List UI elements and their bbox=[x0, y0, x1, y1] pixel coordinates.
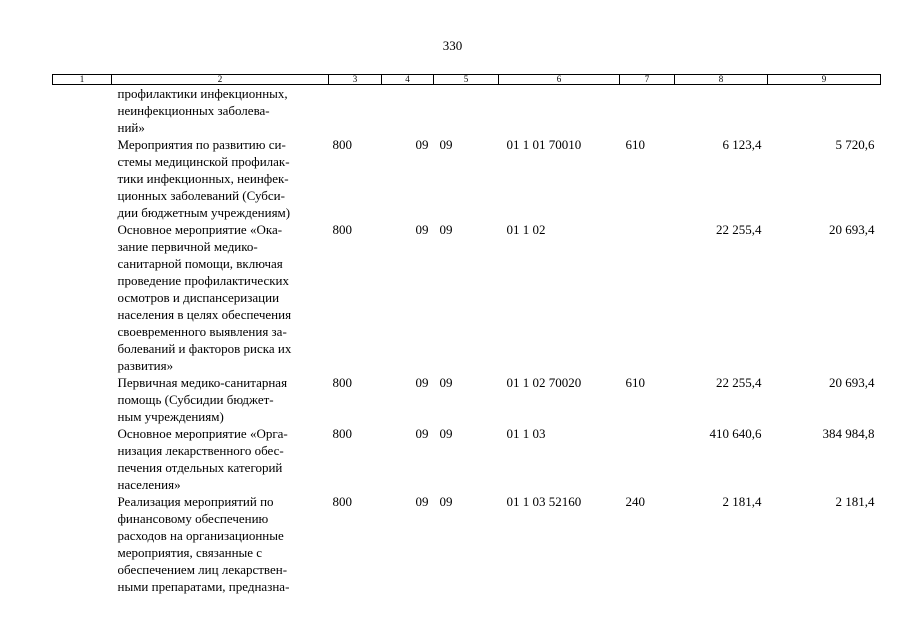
expense-name-line: помощь (Субсидии бюджет- bbox=[117, 392, 274, 407]
expense-name-line: тики инфекционных, неинфек- bbox=[117, 171, 289, 186]
subsection-code-cell: 09 bbox=[439, 426, 453, 441]
table-row bbox=[53, 493, 881, 595]
subsection-code-cell: 09 bbox=[439, 137, 453, 152]
table-row bbox=[53, 425, 881, 493]
target-article-cell: 01 1 02 70020 bbox=[506, 375, 582, 390]
subsection-code-cell: 09 bbox=[439, 222, 453, 237]
target-article-cell: 01 1 03 52160 bbox=[506, 494, 582, 509]
column-number-header: 5 bbox=[434, 75, 499, 85]
expense-name-line: расходов на организационные bbox=[117, 528, 284, 543]
expense-name-line: Реализация мероприятий по bbox=[117, 494, 274, 509]
column-number-header: 7 bbox=[620, 75, 675, 85]
target-article-cell: 01 1 01 70010 bbox=[506, 137, 582, 152]
expense-name-cell bbox=[112, 425, 329, 493]
expense-name-line: финансовому обеспечению bbox=[117, 511, 269, 526]
expense-name-line: печения отдельных категорий bbox=[117, 460, 283, 475]
expense-name-line: дии бюджетным учреждениям) bbox=[117, 205, 291, 220]
column-number-header: 2 bbox=[112, 75, 329, 85]
expense-type-cell: 240 bbox=[625, 494, 645, 509]
expense-name-line: Основное мероприятие «Орга- bbox=[117, 426, 288, 441]
expense-name-line: населения в целях обеспечения bbox=[117, 307, 292, 322]
expense-name-line: низация лекарственного обес- bbox=[117, 443, 284, 458]
expense-name-line: Первичная медико-санитарная bbox=[117, 375, 288, 390]
amount-col8-cell: 6 123,4 bbox=[722, 137, 762, 152]
expense-name-line: развития» bbox=[117, 358, 174, 373]
section-code-cell: 09 bbox=[415, 494, 429, 509]
amount-col9-cell: 20 693,4 bbox=[829, 222, 875, 237]
expense-name-cell bbox=[112, 493, 329, 595]
expense-name-line: осмотров и диспансеризации bbox=[117, 290, 280, 305]
table-row bbox=[53, 85, 881, 137]
expense-name-line: обеспечением лиц лекарствен- bbox=[117, 562, 288, 577]
row-number-cell bbox=[53, 85, 112, 137]
row-number-cell bbox=[53, 493, 112, 595]
expense-name-line: стемы медицинской профилак- bbox=[117, 154, 290, 169]
column-number-header: 3 bbox=[329, 75, 382, 85]
row-number-cell bbox=[53, 221, 112, 374]
expense-name-line: ными препаратами, предназна- bbox=[117, 579, 290, 594]
row-number-cell bbox=[53, 374, 112, 425]
amount-col8-cell: 22 255,4 bbox=[716, 222, 762, 237]
expense-type-cell bbox=[620, 85, 675, 137]
expense-name-line: ным учреждениям) bbox=[117, 409, 224, 424]
expense-name-cell bbox=[112, 136, 329, 221]
ministry-code-cell: 800 bbox=[332, 222, 352, 237]
expense-name-cell bbox=[112, 221, 329, 374]
column-number-header: 1 bbox=[53, 75, 112, 85]
expense-name-cell bbox=[112, 374, 329, 425]
column-number-header: 8 bbox=[675, 75, 768, 85]
subsection-code-cell: 09 bbox=[439, 494, 453, 509]
expense-name-line: неинфекционных заболева- bbox=[117, 103, 270, 118]
section-code-cell bbox=[382, 85, 434, 137]
amount-col9-cell: 2 181,4 bbox=[835, 494, 875, 509]
amount-col8-cell: 22 255,4 bbox=[716, 375, 762, 390]
target-article-cell: 01 1 03 bbox=[506, 426, 546, 441]
expense-name-line: Основное мероприятие «Ока- bbox=[117, 222, 283, 237]
target-article-cell bbox=[499, 85, 620, 137]
row-number-cell bbox=[53, 136, 112, 221]
section-code-cell: 09 bbox=[415, 137, 429, 152]
expense-type-cell: 610 bbox=[625, 375, 645, 390]
expense-name-line: профилактики инфекционных, bbox=[117, 86, 288, 101]
amount-col9-cell bbox=[768, 85, 881, 137]
ministry-code-cell: 800 bbox=[332, 375, 352, 390]
row-number-cell bbox=[53, 425, 112, 493]
expense-name-line: населения» bbox=[117, 477, 181, 492]
section-code-cell: 09 bbox=[415, 426, 429, 441]
table-row bbox=[53, 221, 881, 374]
expense-name-line: болеваний и факторов риска их bbox=[117, 341, 292, 356]
page-number: 330 bbox=[442, 38, 463, 53]
amount-col9-cell: 20 693,4 bbox=[829, 375, 875, 390]
amount-col8-cell: 410 640,6 bbox=[709, 426, 762, 441]
budget-table bbox=[52, 74, 881, 595]
expense-type-cell bbox=[620, 425, 675, 493]
expense-name-line: мероприятия, связанные с bbox=[117, 545, 263, 560]
expense-name-line: ний» bbox=[117, 120, 145, 135]
column-number-header: 4 bbox=[382, 75, 434, 85]
expense-name-line: санитарной помощи, включая bbox=[117, 256, 283, 271]
ministry-code-cell: 800 bbox=[332, 137, 352, 152]
section-code-cell: 09 bbox=[415, 222, 429, 237]
expense-name-line: зание первичной медико- bbox=[117, 239, 258, 254]
table-row bbox=[53, 374, 881, 425]
column-number-header: 9 bbox=[768, 75, 881, 85]
column-number-header: 6 bbox=[499, 75, 620, 85]
subsection-code-cell: 09 bbox=[439, 375, 453, 390]
table-row bbox=[53, 136, 881, 221]
expense-type-cell: 610 bbox=[625, 137, 645, 152]
ministry-code-cell: 800 bbox=[332, 494, 352, 509]
target-article-cell: 01 1 02 bbox=[506, 222, 546, 237]
amount-col8-cell: 2 181,4 bbox=[722, 494, 762, 509]
expense-name-line: Мероприятия по развитию си- bbox=[117, 137, 286, 152]
expense-name-cell bbox=[112, 85, 329, 137]
amount-col9-cell: 384 984,8 bbox=[822, 426, 875, 441]
subsection-code-cell bbox=[434, 85, 499, 137]
ministry-code-cell: 800 bbox=[332, 426, 352, 441]
section-code-cell: 09 bbox=[415, 375, 429, 390]
ministry-code-cell bbox=[329, 85, 382, 137]
expense-name-line: ционных заболеваний (Субси- bbox=[117, 188, 285, 203]
column-number-row bbox=[53, 75, 881, 85]
amount-col8-cell bbox=[675, 85, 768, 137]
expense-type-cell bbox=[620, 221, 675, 374]
expense-name-line: своевременного выявления за- bbox=[117, 324, 287, 339]
amount-col9-cell: 5 720,6 bbox=[835, 137, 875, 152]
expense-name-line: проведение профилактических bbox=[117, 273, 289, 288]
